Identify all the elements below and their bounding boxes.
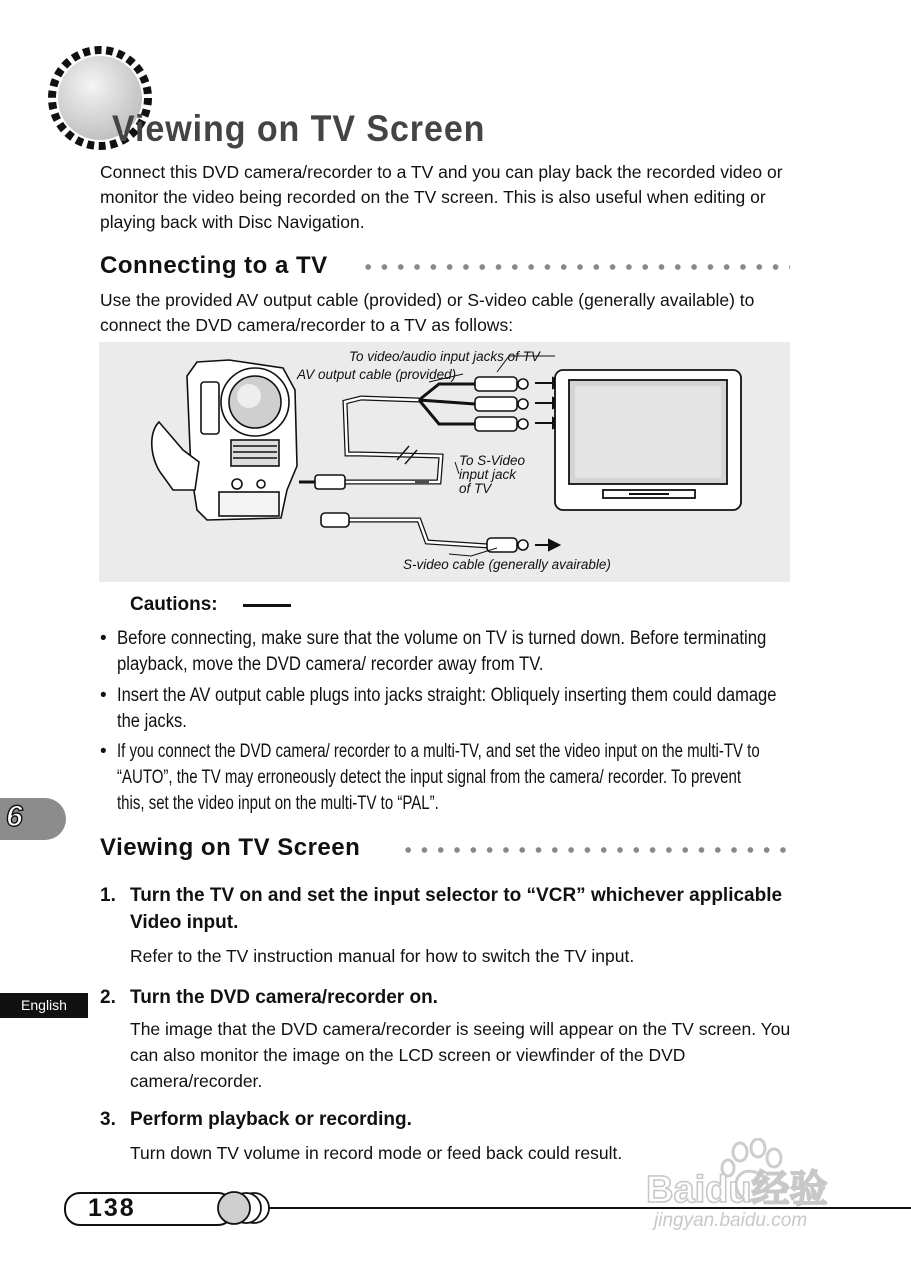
heading-dot-rule (360, 263, 790, 271)
label-av-jacks: To video/audio input jacks of TV (349, 349, 540, 364)
step-number: 3. (100, 1109, 116, 1130)
language-tab: English (0, 993, 88, 1018)
label-av-cable: AV output cable (provided) (297, 367, 457, 382)
label-svideo-cable: S-video cable (generally avairable) (403, 557, 611, 572)
step-title: Turn the TV on and set the input selector to “VCR” whichever applicable Video input. (130, 885, 783, 933)
bullet: • (100, 628, 107, 649)
page-circles-icon (214, 1190, 276, 1226)
step-number: 1. (100, 885, 116, 906)
svideo-cable-icon (321, 513, 528, 552)
intro-paragraph: Connect this DVD camera/recorder to a TV and you can play back the recorded video or monitor the video being recorded on the TV screen. This is also useful when editing or playing back with Disc Navigation. (100, 162, 783, 232)
chapter-number: 6 (6, 800, 23, 833)
cautions-heading: Cautions: (130, 594, 218, 615)
caution-text: Insert the AV output cable plugs into jacks straight: Obliquely inserting them could damage the jacks. (117, 685, 777, 732)
step-title: Turn the DVD camera/recorder on. (130, 987, 438, 1008)
heading-dot-rule (400, 846, 790, 854)
step-body: The image that the DVD camera/recorder is seeing will appear on the TV screen. You can also monitor the image on the LCD screen or viewfinder of the DVD camera/recorder. (130, 1019, 791, 1091)
television-icon (555, 370, 741, 510)
step-number: 2. (100, 987, 116, 1008)
watermark-url: jingyan.baidu.com (654, 1210, 808, 1231)
section-heading-connecting: Connecting to a TV (100, 252, 328, 279)
step-body: Turn down TV volume in record mode or feed back could result. (130, 1143, 623, 1163)
watermark-logo: Baidu经验 (646, 1169, 828, 1211)
cautions-rule (243, 604, 291, 607)
caution-text: Before connecting, make sure that the volume on TV is turned down. Before terminating playback, move the DVD camera/ recorder away from TV. (117, 628, 767, 675)
camera-icon (152, 360, 297, 520)
bullet: • (100, 741, 107, 762)
connection-diagram (99, 342, 790, 582)
label-svideo-jack: To S-Video input jack of TV (459, 453, 526, 496)
bullet: • (100, 685, 107, 706)
page-number: 138 (88, 1194, 136, 1222)
connecting-body: Use the provided AV output cable (provided) or S-video cable (generally available) to connect the DVD camera/recorder to a TV as follows: (100, 290, 755, 335)
caution-text: If you connect the DVD camera/ recorder to a multi-TV, and set the video input on the multi-TV to “AUTO”, the TV may erroneously detect the input signal from the camera/ recorder. To prevent this, set the video input on the multi-TV to “PAL”. (117, 741, 760, 814)
step-title: Perform playback or recording. (130, 1109, 412, 1130)
section-heading-viewing: Viewing on TV Screen (100, 834, 361, 861)
step-body: Refer to the TV instruction manual for how to switch the TV input. (130, 946, 635, 966)
page-title: Viewing on TV Screen (112, 108, 486, 149)
